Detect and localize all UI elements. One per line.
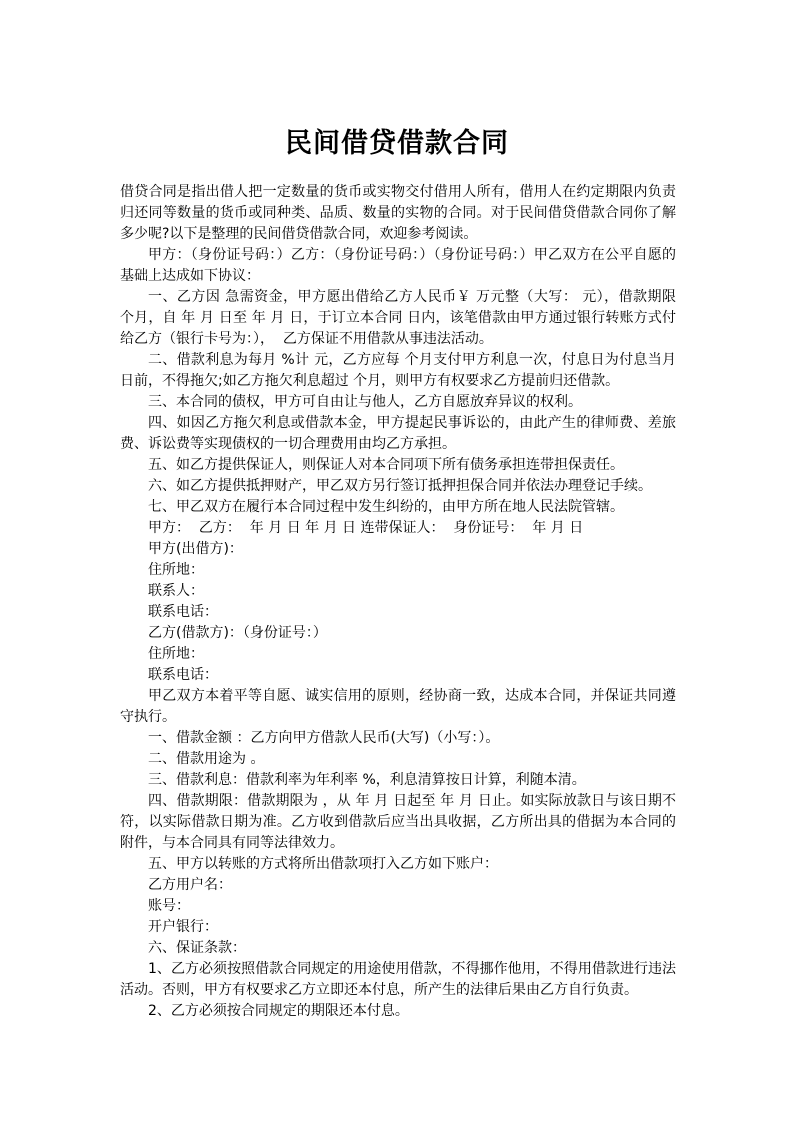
paragraph: 二、借款用途为 。: [148, 751, 265, 767]
paragraph: 联系电话：: [148, 667, 218, 683]
paragraph: 借贷合同是指出借人把一定数量的货币或实物交付借用人所有，借用人在约定期限内负责归还同等数量的货币或同种类、品质、数量的实物的合同。对于民间借贷借款合同你了解多少呢?以下是整理的民间借贷借款合同，欢迎参考阅读。: [120, 184, 676, 242]
paragraph: 1、乙方必须按照借款合同规定的用途使用借款，不得挪作他用，不得用借款进行违法活动。否则，甲方有权要求乙方立即还本付息，所产生的法律后果由乙方自行负责。: [120, 961, 676, 998]
document-body: [120, 182, 681, 1022]
paragraph: 四、借款期限：借款期限为 ，从 年 月 日起至 年 月 日止。如实际放款日与该日期不符，以实际借款日期为准。乙方收到借款后应当出具收据，乙方所出具的借据为本合同的附件，与本合同具有同等法律效力。: [120, 793, 676, 851]
paragraph: 二、借款利息为每月 %计 元，乙方应每 个月支付甲方利息一次，付息日为付息当月 日前，不得拖欠;如乙方拖欠利息超过 个月，则甲方有权要求乙方提前归还借款。: [120, 352, 681, 389]
paragraph: 六、如乙方提供抵押财产，甲乙双方另行签订抵押担保合同并依法办理登记手续。: [148, 478, 652, 494]
paragraph: 六、保证条款：: [148, 940, 246, 956]
paragraph: 五、甲方以转账的方式将所出借款项打入乙方如下账户：: [148, 856, 498, 872]
paragraph: 联系电话：: [148, 604, 218, 620]
paragraph: 三、借款利息：借款利率为年利率 %，利息清算按日计算，利随本清。: [148, 772, 586, 788]
document-title: 民间借贷借款合同: [285, 128, 509, 159]
paragraph: 住所地：: [148, 562, 204, 578]
paragraph: 一、乙方因 急需资金，甲方愿出借给乙方人民币￥ 万元整（大写： 元），借款期限 个月，自 年 月 日至 年 月 日，于订立本合同 日内，该笔借款由甲方通过银行转账方式付给乙方（银行卡号为：）， 乙方保证不用借款从事违法活动。: [120, 289, 681, 347]
paragraph: 五、如乙方提供保证人，则保证人对本合同项下所有债务承担连带担保责任。: [148, 457, 624, 473]
paragraph: 三、本合同的债权，甲方可自由让与他人，乙方自愿放弃异议的权利。: [148, 394, 582, 410]
paragraph: 甲方：（身份证号码：）乙方：（身份证号码：）（身份证号码：）甲乙双方在公平自愿的基础上达成如下协议：: [120, 247, 676, 284]
paragraph: 开户银行：: [148, 919, 218, 935]
paragraph: 乙方用户名：: [148, 877, 232, 893]
paragraph: 一、借款金额 ：乙方向甲方借款人民币(大写)（小写：）。: [148, 730, 500, 746]
paragraph: 账号：: [148, 898, 190, 914]
paragraph: 甲乙双方本着平等自愿、诚实信用的原则，经协商一致，达成本合同，并保证共同遵守执行。: [120, 688, 676, 725]
paragraph: 住所地：: [148, 646, 204, 662]
paragraph: 乙方(借款方)：（身份证号：）: [148, 625, 327, 641]
paragraph: 甲方(出借方)：: [148, 541, 243, 557]
paragraph: 甲方： 乙方： 年 月 日 年 月 日 连带保证人： 身份证号： 年 月 日: [148, 520, 584, 536]
paragraph: 七、甲乙双方在履行本合同过程中发生纠纷的，由甲方所在地人民法院管辖。: [148, 499, 624, 515]
paragraph: 2、乙方必须按合同规定的期限还本付息。: [148, 1003, 409, 1019]
paragraph: 联系人：: [148, 583, 204, 599]
paragraph: 四、如因乙方拖欠利息或借款本金，甲方提起民事诉讼的，由此产生的律师费、差旅费、诉讼费等实现债权的一切合理费用由均乙方承担。: [120, 415, 676, 452]
